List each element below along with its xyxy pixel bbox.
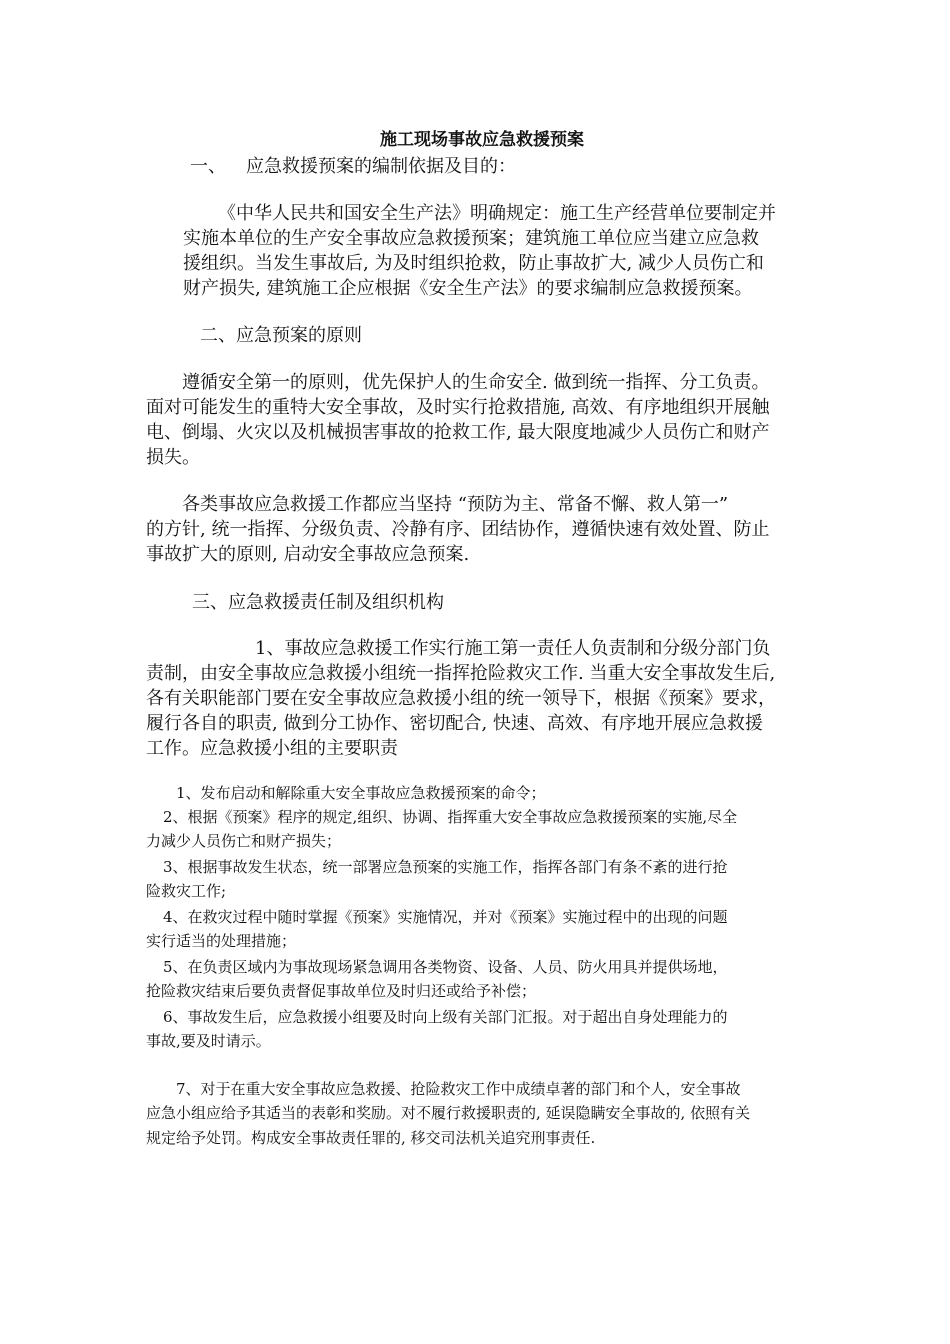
section2-para1-line-2: 面对可能发生的重特大安全事故，及时实行抢救措施, 高效、有序地组织开展触 bbox=[146, 397, 770, 418]
section1-line-1: 《中华人民共和国安全生产法》明确规定：施工生产经营单位要制定并 bbox=[218, 203, 776, 224]
item7-line-1: 7、对于在重大安全事故应急救援、抢险救灾工作中成绩卓著的部门和个人，安全事故 bbox=[176, 1080, 741, 1098]
section2-para2-line-2: 的方针, 统一指挥、分级负责、冷静有序、团结协作，遵循快速有效处置、防止 bbox=[146, 519, 770, 540]
section3-para-line-1: 1、事故应急救援工作实行施工第一责任人负责制和分级分部门负 bbox=[255, 638, 771, 659]
duty-3-line-1: 3、根据事故发生状态，统一部署应急预案的实施工作，指挥各部门有条不紊的进行抢 bbox=[163, 858, 728, 876]
section3-heading: 三、应急救援责任制及组织机构 bbox=[192, 592, 444, 613]
section2-para2-line-1: 各类事故应急救援工作都应当坚持 “预防为主、常备不懈、救人第一” bbox=[182, 494, 729, 515]
duty-3-line-2: 险救灾工作; bbox=[146, 882, 227, 900]
section1-heading: 应急救援预案的编制依据及目的： bbox=[246, 156, 516, 177]
duty-6-line-2: 事故,要及时请示。 bbox=[146, 1032, 271, 1050]
item7-line-3: 规定给予处罚。构成安全事故责任罪的, 移交司法机关追究刑事责任. bbox=[146, 1129, 596, 1147]
duty-2-line-1: 2、根据《预案》程序的规定,组织、协调、指挥重大安全事故应急救援预案的实施,尽全 bbox=[163, 808, 738, 826]
section3-para-line-4: 履行各自的职责, 做到分工协作、密切配合, 快速、高效、有序地开展应急救援 bbox=[146, 713, 763, 734]
duty-4-line-1: 4、在救灾过程中随时掌握《预案》实施情况，并对《预案》实施过程中的出现的问题 bbox=[163, 908, 728, 926]
section2-para1-line-3: 电、倒塌、火灾以及机械损害事故的抢救工作, 最大限度地减少人员伤亡和财产 bbox=[146, 422, 770, 443]
section1-number: 一、 bbox=[190, 156, 226, 177]
section2-heading: 二、应急预案的原则 bbox=[200, 325, 362, 346]
section2-para1-line-4: 损失。 bbox=[146, 447, 200, 468]
section1-line-3: 援组织。当发生事故后, 为及时组织抢救，防止事故扩大, 减少人员伤亡和 bbox=[183, 253, 764, 274]
section1-line-4: 财产损失, 建筑施工企应根据《安全生产法》的要求编制应急救援预案。 bbox=[183, 278, 753, 299]
duty-5-line-1: 5、在负责区域内为事故现场紧急调用各类物资、设备、人员、防火用具并提供场地， bbox=[163, 958, 728, 976]
duty-1: 1、发布启动和解除重大安全事故应急救援预案的命令； bbox=[176, 784, 546, 802]
section2-para2-line-3: 事故扩大的原则, 启动安全事故应急预案. bbox=[146, 544, 470, 565]
section3-para-line-3: 各有关职能部门要在安全事故应急救援小组的统一领导下，根据《预案》要求， bbox=[146, 688, 776, 709]
duty-4-line-2: 实行适当的处理措施； bbox=[146, 932, 297, 950]
section3-para-line-2: 责制，由安全事故应急救援小组统一指挥抢险救灾工作. 当重大安全事故发生后, bbox=[146, 663, 776, 684]
section2-para1-line-1: 遵循安全第一的原则，优先保护人的生命安全. 做到统一指挥、分工负责。 bbox=[182, 372, 770, 393]
section3-para-line-5: 工作。应急救援小组的主要职责 bbox=[146, 738, 398, 759]
document-title: 施工现场事故应急救援预案 bbox=[380, 130, 584, 150]
duty-6-line-1: 6、事故发生后，应急救援小组要及时向上级有关部门汇报。对于超出自身处理能力的 bbox=[163, 1008, 728, 1026]
item7-line-2: 应急小组应给予其适当的表彰和奖励。对不履行救援职责的, 延误隐瞒安全事故的, 依照有关 bbox=[146, 1104, 751, 1122]
section1-line-2: 实施本单位的生产安全事故应急救援预案；建筑施工单位应当建立应急救 bbox=[183, 228, 759, 249]
duty-5-line-2: 抢险救灾结束后要负责督促事故单位及时归还或给予补偿； bbox=[146, 982, 537, 1000]
duty-2-line-2: 力减少人员伤亡和财产损失； bbox=[146, 832, 342, 850]
